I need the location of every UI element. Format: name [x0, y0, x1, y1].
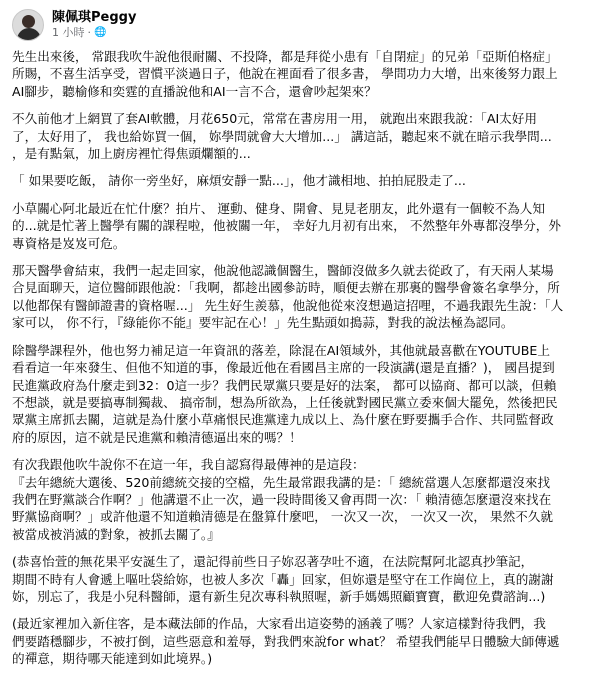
post-body: [12, 48, 604, 668]
globe-icon[interactable]: 🌐: [94, 27, 107, 38]
post-paragraph: 不久前他才上網買了套AI軟體，月花650元，常常在書房用一用， 就跑出來跟我說：「AI太好用 了，太好用了， 我也給妳買一個， 妳學問就會大大增加...」 講這話，聽起來不就在暗示我學問... ，是有點氣，加上廚房裡忙得焦頭爛額的...: [12, 111, 552, 162]
avatar-body-shape: [17, 28, 41, 41]
post-time[interactable]: 1 小時: [52, 26, 85, 39]
post-paragraph: (恭喜怡萱的無花果平安誕生了，還記得前些日子妳忍著孕吐不適，在法院幫阿北認真抄筆記， 期間不時有人會遞上嘔吐袋給妳，也被人多次「轟」回家，但妳還是堅守在工作崗位上，真的謝謝 妳，別忘了，我是小兒科醫師，還有新生兒次專科執照喔，新手媽媽照顧寶寶，歡迎免費諮詢...): [12, 554, 554, 604]
post-header: [12, 8, 136, 42]
post-paragraph: 有次我跟他吹牛說你不在這一年，我自認寫得最傳神的是這段： 『去年總統大選後、520前總統交接的空檔，先生最常跟我講的是：「 總統當選人怎麼都還沒來找 我們在野黨談合作啊？」他講還不止一次，過一段時間後又會再問一次：「 賴清德怎麼還沒來找在 野黨協商啊？」或許他還不知道賴清德是在盤算什麼吧， 一次又一次， 一次又一次， 果然不久就 被當成被消滅的對象，被抓去關了。』: [12, 457, 553, 542]
post-paragraph: 「 如果要吃飯， 請你一旁坐好，麻煩安靜一點...」，他才識相地、拍拍屁股走了...: [12, 173, 466, 189]
time-separator: ·: [87, 26, 91, 39]
post-subline: [52, 26, 136, 40]
avatar-head-shape: [22, 15, 35, 28]
author-name[interactable]: 陳佩琪Peggy: [52, 10, 137, 25]
avatar[interactable]: [12, 9, 44, 41]
post-paragraph: (最近家裡加入新住客，是本藏法師的作品，大家看出這姿勢的涵義了嗎？人家這樣對待我們，我 們要踏穩腳步，不被打倒，這些惡意和羞辱，對我們來說for what？ 希望我們能早日體驗大師傳遞 的禪意，期待哪天能達到如此境界。): [12, 616, 560, 667]
post-meta: [52, 10, 136, 40]
post-paragraph: 那天醫學會結束，我們一起走回家，他說他認識個醫生，醫師沒做多久就去從政了，有天兩人某場 合見面聊天，這位醫師跟他說：「我啊，都趁出國參訪時，順便去辦在那裏的醫學會簽名拿學分，所 以他都保有醫師證書的資格喔...」 先生好生羨慕，他說他從來沒想過這招哩，不過我跟先生說：「人 家可以， 你不行，『綠能你不能』要牢記在心！」先生點頭如搗蒜，對我的說法極為認同。: [12, 263, 564, 331]
post-paragraph: 先生出來後， 常跟我吹牛說他很耐關、不投降，都是拜從小患有「自閉症」的兄弟「亞斯伯格症」 所賜，不喜生活享受，習慣平淡過日子，他說在裡面看了很多書， 學問功力大增，出來後努力跟上 AI腳步，聽榆修和奕霆的直播說他和AI一言不合，還會吵起架來？: [12, 49, 558, 99]
post-paragraph: 除醫學課程外，他也努力補足這一年資訊的落差，除混在AI領域外，其他就最喜歡在YOUTUBE上 看看這一年來發生、但他不知道的事，像最近他在看國昌主席的一段演講(還是直播？)， 國昌提到 民進黨政府為什麼走到32：0這一步？我們民眾黨只要是好的法案， 都可以協商、都可以談，但賴 不想談，就是要搞專制獨裁、 搞帝制，想為所欲為，上任後就對國民黨立委來個大罷免，然後把民 眾黨主席抓去關，這就是為什麼小草痛恨民進黨達九成以上、為什麼在野要攜手合作、共同監督政 府的原因，這不就是民進黨和賴清德逼出來的嗎？！: [12, 342, 558, 445]
post-paragraph: 小草關心阿北最近在忙什麼？拍片、 運動、健身、開會、見見老朋友，此外還有一個較不為人知 的...就是忙著上醫學有關的課程啦，他被關一年， 幸好九月初有出來， 不然整年外專都沒學分，外 專資格是岌岌可危。: [12, 200, 561, 251]
